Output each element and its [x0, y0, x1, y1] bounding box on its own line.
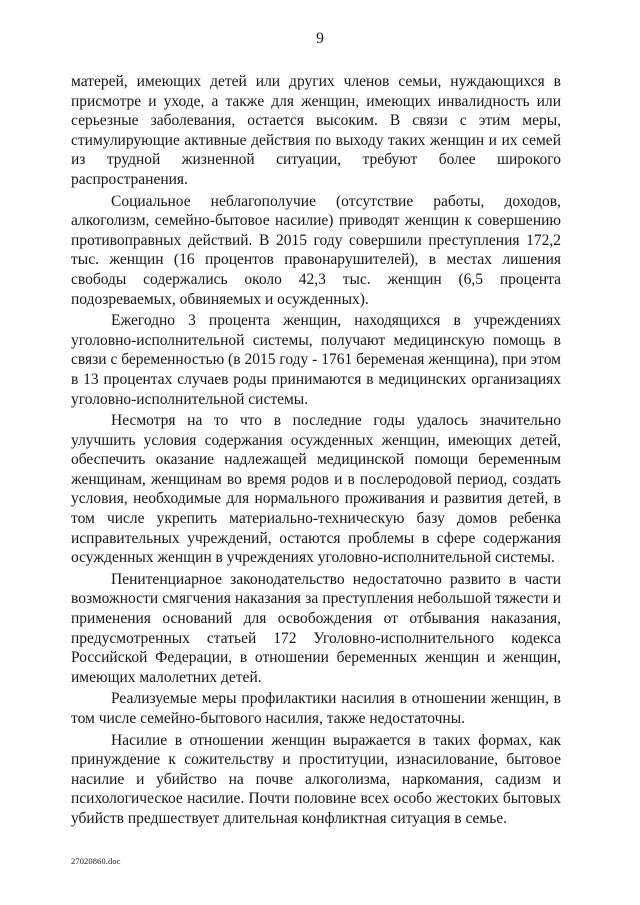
page-number: 9	[316, 30, 324, 47]
paragraph-violence-prevention: Реализуемые меры профилактики насилия в отношении женщин, в том числе семейно-бытового насилия, также недостаточны.	[71, 690, 561, 727]
paragraph-detention-conditions: Несмотря на то что в последние годы удалось значительно улучшить условия содержания осужденных женщин, имеющих детей, обеспечить оказание надлежащей медицинской помощи беременным женщинам, женщинам во время родов и в послеродовой период, создать условия, необходимые для нормального проживания и развития детей, в том числе укрепить материально-техническую базу домов ребенка исправительных учреждений, остаются проблемы в сфере содержания осужденных женщин в учреждениях уголовно-исполнительной системы.	[71, 412, 561, 567]
paragraph-violence-forms: Насилие в отношении женщин выражается в таких формах, как принуждение к сожительству и проституции, изнасилование, бытовое насилие и убийство на почве алкоголизма, наркомания, садизм и психологическое насилие. Почти половине всех особо жестоких бытовых убийств предшествует длительная конфликтная ситуация в семье.	[71, 731, 561, 827]
paragraph-social-problems: Социальное неблагополучие (отсутствие работы, доходов, алкоголизм, семейно-бытовое насилие) приводят женщин к совершению противоправных действий. В 2015 году совершили преступления 172,2 тыс. женщин (16 процентов правонарушителей), в местах лишения свободы содержались около 42,3 тыс. женщин (6,5 процента подозреваемых, обвиняемых и осужденных).	[71, 192, 561, 308]
footer-filename: 27020860.doc	[71, 856, 121, 866]
document-body	[71, 72, 561, 831]
paragraph-continuation: матерей, имеющих детей или других членов семьи, нуждающихся в присмотре и уходе, а также для женщин, имеющих инвалидность или серьезные заболевания, остается высоким. В связи с этим меры, стимулирующие активные действия по выходу таких женщин и их семей из трудной жизненной ситуации, требуют более широкого распространения.	[71, 73, 561, 188]
paragraph-penitentiary-law: Пенитенциарное законодательство недостаточно развито в части возможности смягчения наказания за преступления небольшой тяжести и применения оснований для освобождения от отбывания наказания, предусмотренных статьей 172 Уголовно-исполнительного кодекса Российской Федерации, в отношении беременных женщин и женщин, имеющих малолетних детей.	[71, 570, 561, 686]
paragraph-pregnancy-care: Ежегодно 3 процента женщин, находящихся в учреждениях уголовно-исполнительной системы, получают медицинскую помощь в связи с беременностью (в 2015 году - 1761 беременая женщина), при этом в 13 процентах случаев роды принимаются в медицинских организациях уголовно-исполнительной системы.	[71, 312, 561, 408]
